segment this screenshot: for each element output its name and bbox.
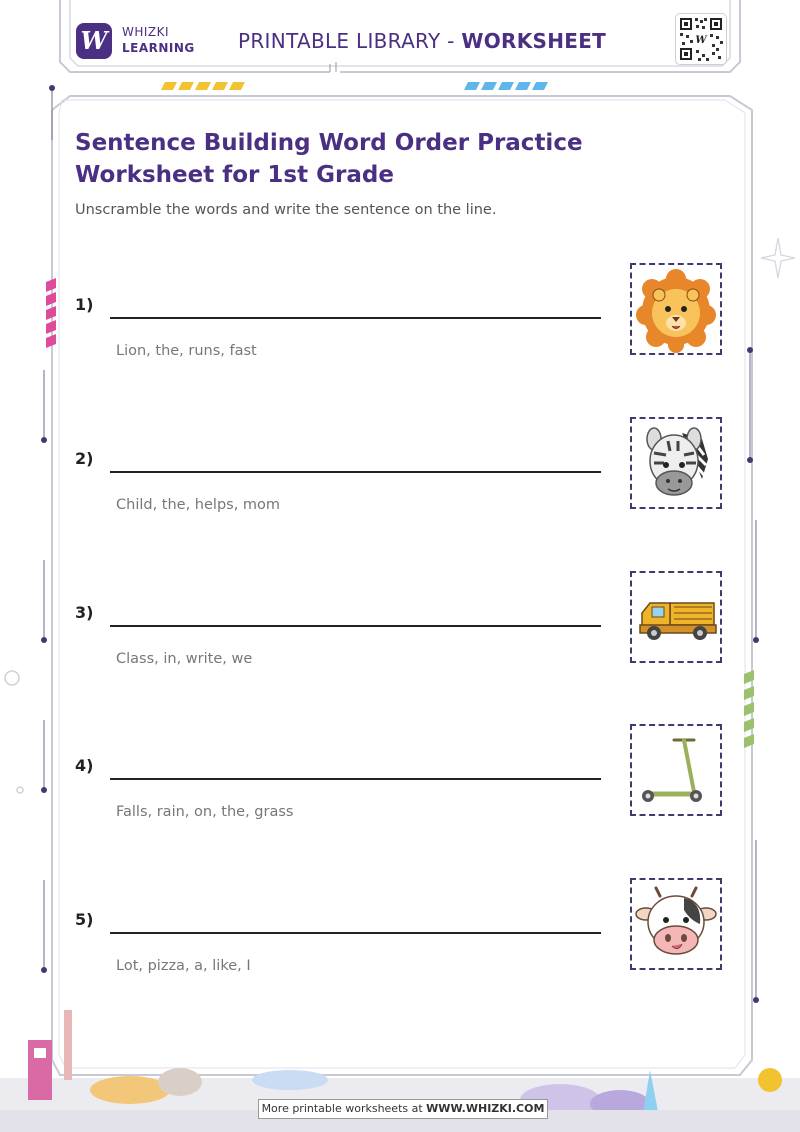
question-3 — [0, 603, 800, 713]
picture-box — [630, 263, 722, 355]
question-5 — [0, 910, 800, 1020]
picture-box — [630, 724, 722, 816]
qr-code-icon — [676, 14, 726, 64]
question-2 — [0, 449, 800, 559]
footer-link[interactable] — [258, 1099, 548, 1119]
answer-line[interactable] — [110, 625, 601, 627]
answer-line[interactable] — [110, 471, 601, 473]
truck-icon — [632, 573, 720, 661]
library-title-bold: WORKSHEET — [461, 29, 607, 53]
brand-name — [122, 25, 195, 56]
worksheet-instructions: Unscramble the words and write the sentence on the line. — [75, 202, 497, 218]
picture-box — [630, 878, 722, 970]
answer-line[interactable] — [110, 932, 601, 934]
picture-box — [630, 417, 722, 509]
library-title-prefix: PRINTABLE LIBRARY - — [238, 29, 462, 53]
scrambled-words: Falls, rain, on, the, grass — [116, 804, 294, 820]
question-1 — [0, 295, 800, 405]
question-number: 5) — [75, 910, 94, 929]
scrambled-words: Child, the, helps, mom — [116, 497, 281, 513]
lion-icon — [632, 265, 720, 353]
question-number: 4) — [75, 756, 94, 775]
picture-box — [630, 571, 722, 663]
question-number: 3) — [75, 603, 94, 622]
question-number: 1) — [75, 295, 94, 314]
cow-icon — [632, 880, 720, 968]
scooter-icon — [632, 726, 720, 814]
scrambled-words: Lion, the, runs, fast — [116, 343, 257, 359]
footer-site: WWW.WHIZKI.COM — [426, 1102, 545, 1115]
brand-name-line2: LEARNING — [122, 41, 195, 55]
worksheet-title: Sentence Building Word Order Practice Worksheet for 1st Grade — [75, 130, 583, 188]
qr-code — [675, 13, 727, 65]
question-number: 2) — [75, 449, 94, 468]
answer-line[interactable] — [110, 778, 601, 780]
scrambled-words: Lot, pizza, a, like, I — [116, 958, 251, 974]
library-title — [238, 29, 606, 53]
brand-logo[interactable]: W — [76, 23, 112, 59]
zebra-icon — [632, 419, 720, 507]
answer-line[interactable] — [110, 317, 601, 319]
qr-mark: W — [695, 35, 707, 46]
site-header — [62, 0, 738, 72]
footer-prefix: More printable worksheets at — [261, 1102, 427, 1115]
question-4 — [0, 756, 800, 866]
scrambled-words: Class, in, write, we — [116, 651, 253, 667]
brand-name-line1: WHIZKI — [122, 25, 170, 39]
